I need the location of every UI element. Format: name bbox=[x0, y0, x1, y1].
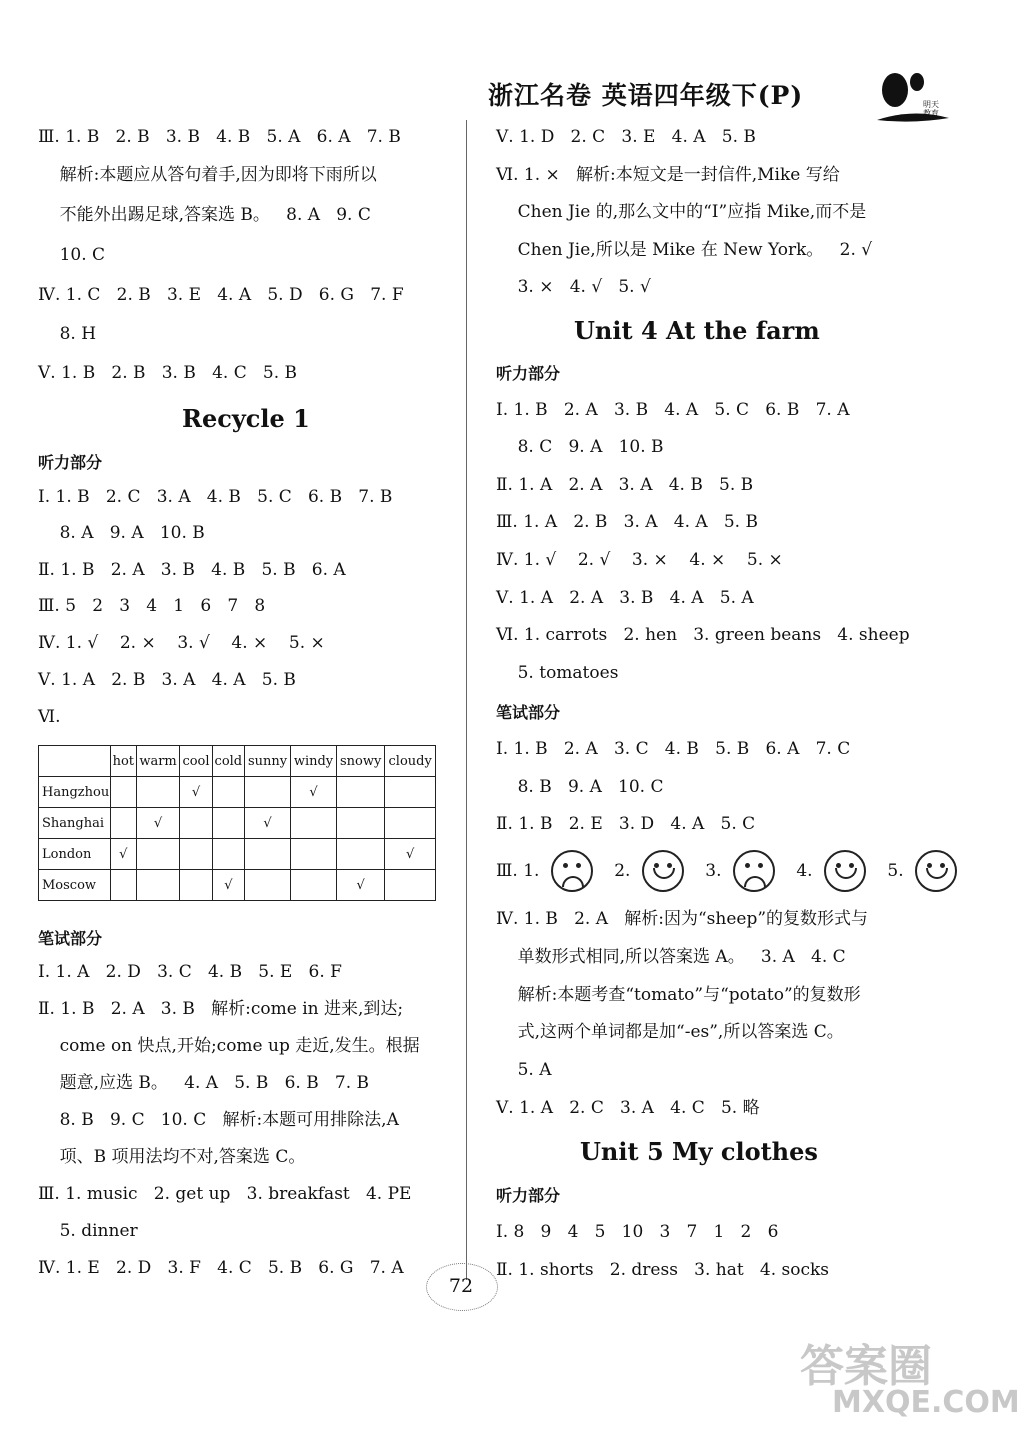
table-cell bbox=[136, 777, 180, 808]
table-cell bbox=[290, 839, 336, 870]
table-cell: Hangzhou bbox=[39, 777, 111, 808]
answer-line: Chen Jie,所以是 Mike 在 New York。 2. √ bbox=[496, 240, 873, 260]
answer-line: 式,这两个单词都是加“-es”,所以答案选 C。 bbox=[496, 1022, 844, 1042]
table-header-row bbox=[39, 746, 436, 777]
table-cell bbox=[245, 777, 291, 808]
table-cell: √ bbox=[290, 777, 336, 808]
watermark-url: MXQE.COM bbox=[832, 1385, 1020, 1420]
section-label-written: 笔试部分 bbox=[496, 703, 561, 722]
table-header-cell: cold bbox=[212, 746, 245, 777]
answer-line: 解析:本题考查“tomato”与“potato”的复数形 bbox=[496, 985, 861, 1005]
answer-line: 3. × 4. √ 5. √ bbox=[496, 277, 651, 297]
column-divider bbox=[466, 120, 467, 1280]
answer-line: Ⅳ. 1. B 2. A 解析:因为“sheep”的复数形式与 bbox=[496, 909, 869, 929]
answer-line: Ⅴ. 1. D 2. C 3. E 4. A 5. B bbox=[496, 127, 756, 147]
table-row bbox=[39, 808, 436, 839]
answer-line: Ⅱ. 1. shorts 2. dress 3. hat 4. socks bbox=[496, 1260, 830, 1280]
table-cell: √ bbox=[111, 839, 137, 870]
section-label-listening: 听力部分 bbox=[496, 1186, 561, 1205]
table-cell bbox=[337, 808, 385, 839]
table-row bbox=[39, 870, 436, 901]
table-cell bbox=[385, 870, 436, 901]
answer-line: Ⅱ. 1. B 2. E 3. D 4. A 5. C bbox=[496, 814, 756, 834]
table-header-cell: sunny bbox=[245, 746, 291, 777]
table-header-cell: warm bbox=[136, 746, 180, 777]
table-cell: √ bbox=[337, 870, 385, 901]
table-cell bbox=[212, 777, 245, 808]
answer-line: Chen Jie 的,那么文中的“I”应指 Mike,而不是 bbox=[496, 202, 867, 222]
table-cell bbox=[212, 808, 245, 839]
table-cell bbox=[111, 777, 137, 808]
answer-line: 10. C bbox=[38, 245, 106, 265]
answer-line: 8. B 9. C 10. C 解析:本题可用排除法,A bbox=[38, 1110, 399, 1130]
table-cell: √ bbox=[385, 839, 436, 870]
answer-line: Ⅱ. 1. B 2. A 3. B 4. B 5. B 6. A bbox=[38, 560, 346, 580]
logo-text: 明天教育 bbox=[923, 100, 939, 118]
table-row bbox=[39, 839, 436, 870]
table-cell: Shanghai bbox=[39, 808, 111, 839]
smiley-face-icon bbox=[824, 850, 866, 892]
table-cell: Moscow bbox=[39, 870, 111, 901]
recycle-title: Recycle 1 bbox=[182, 404, 310, 433]
answer-line: 8. A 9. A 10. B bbox=[38, 523, 205, 543]
table-cell bbox=[180, 839, 212, 870]
answer-line: Ⅲ. 1. music 2. get up 3. breakfast 4. PE bbox=[38, 1184, 412, 1204]
table-cell bbox=[290, 808, 336, 839]
table-header-cell bbox=[39, 746, 111, 777]
answer-line: 单数形式相同,所以答案选 A。 3. A 4. C bbox=[496, 947, 846, 967]
answer-line: Ⅵ. 1. × 解析:本短文是一封信件,Mike 写给 bbox=[496, 165, 840, 185]
answer-line: 不能外出踢足球,答案选 B。 8. A 9. C bbox=[38, 205, 371, 225]
weather-table bbox=[38, 745, 436, 901]
page-header-title: 浙江名卷 英语四年级下(P) bbox=[488, 81, 804, 110]
answer-line: 解析:本题应从答句着手,因为即将下雨所以 bbox=[38, 165, 377, 185]
answer-line: Ⅴ. 1. A 2. C 3. A 4. C 5. 略 bbox=[496, 1098, 760, 1118]
table-row bbox=[39, 777, 436, 808]
answer-line: Ⅵ. bbox=[38, 707, 61, 727]
answer-line: Ⅳ. 1. √ 2. √ 3. × 4. × 5. × bbox=[496, 550, 783, 570]
answer-line: 8. B 9. A 10. C bbox=[496, 777, 664, 797]
answer-line: 8. H bbox=[38, 324, 97, 344]
table-header-cell: cloudy bbox=[385, 746, 436, 777]
answer-line: Ⅰ. 1. A 2. D 3. C 4. B 5. E 6. F bbox=[38, 962, 342, 982]
table-cell bbox=[136, 870, 180, 901]
page-number: 72 bbox=[448, 1275, 474, 1297]
smiley-face-icon bbox=[915, 850, 957, 892]
answer-line: 题意,应选 B。 4. A 5. B 6. B 7. B bbox=[38, 1073, 370, 1093]
face-label: 5. bbox=[887, 861, 904, 881]
sad-face-icon bbox=[733, 850, 775, 892]
answer-line: Ⅰ. 8 9 4 5 10 3 7 1 2 6 bbox=[496, 1222, 779, 1242]
unit5-title: Unit 5 My clothes bbox=[580, 1137, 818, 1166]
answer-line: Ⅰ. 1. B 2. A 3. B 4. A 5. C 6. B 7. A bbox=[496, 400, 850, 420]
table-cell bbox=[136, 839, 180, 870]
table-cell: √ bbox=[136, 808, 180, 839]
answer-line: Ⅰ. 1. B 2. A 3. C 4. B 5. B 6. A 7. C bbox=[496, 739, 851, 759]
table-cell bbox=[180, 870, 212, 901]
answer-line: 5. dinner bbox=[38, 1221, 138, 1241]
table-cell bbox=[337, 839, 385, 870]
answer-line: Ⅴ. 1. A 2. A 3. B 4. A 5. A bbox=[496, 588, 754, 608]
table-header-cell: hot bbox=[111, 746, 137, 777]
section-label-listening: 听力部分 bbox=[38, 453, 103, 472]
answer-line: 项、B 项用法均不对,答案选 C。 bbox=[38, 1147, 306, 1167]
table-cell: London bbox=[39, 839, 111, 870]
answer-line: Ⅴ. 1. A 2. B 3. A 4. A 5. B bbox=[38, 670, 296, 690]
face-label: 4. bbox=[796, 861, 813, 881]
watermark-logo: 答案圈 bbox=[800, 1341, 932, 1392]
table-cell bbox=[212, 839, 245, 870]
unit4-title: Unit 4 At the farm bbox=[574, 316, 820, 345]
answer-line: 8. C 9. A 10. B bbox=[496, 437, 664, 457]
table-cell bbox=[385, 808, 436, 839]
answer-line: Ⅳ. 1. E 2. D 3. F 4. C 5. B 6. G 7. A bbox=[38, 1258, 404, 1278]
table-cell: √ bbox=[180, 777, 212, 808]
answer-line: 5. A bbox=[496, 1060, 552, 1080]
answer-line: Ⅳ. 1. C 2. B 3. E 4. A 5. D 6. G 7. F bbox=[38, 285, 404, 305]
table-cell bbox=[337, 777, 385, 808]
answer-line: Ⅳ. 1. √ 2. × 3. √ 4. × 5. × bbox=[38, 633, 325, 653]
table-header-cell: windy bbox=[290, 746, 336, 777]
answer-line: Ⅱ. 1. A 2. A 3. A 4. B 5. B bbox=[496, 475, 754, 495]
answer-line: 5. tomatoes bbox=[496, 663, 619, 683]
table-header-cell: cool bbox=[180, 746, 212, 777]
table-cell bbox=[245, 839, 291, 870]
section-label-written: 笔试部分 bbox=[38, 929, 103, 948]
faces-row bbox=[496, 850, 957, 892]
section-label-listening: 听力部分 bbox=[496, 364, 561, 383]
table-header-cell: snowy bbox=[337, 746, 385, 777]
table-cell: √ bbox=[245, 808, 291, 839]
answer-line: Ⅵ. 1. carrots 2. hen 3. green beans 4. sheep bbox=[496, 625, 910, 645]
table-cell bbox=[290, 870, 336, 901]
answer-line: Ⅴ. 1. B 2. B 3. B 4. C 5. B bbox=[38, 363, 298, 383]
smiley-face-icon bbox=[642, 850, 684, 892]
table-cell: √ bbox=[212, 870, 245, 901]
answer-line: Ⅲ. 1. A 2. B 3. A 4. A 5. B bbox=[496, 512, 758, 532]
face-label: 2. bbox=[614, 861, 631, 881]
answer-line: Ⅱ. 1. B 2. A 3. B 解析:come in 进来,到达; bbox=[38, 999, 404, 1019]
face-label: 3. bbox=[705, 861, 722, 881]
answer-line: come on 快点,开始;come up 走近,发生。根据 bbox=[38, 1036, 420, 1056]
table-cell bbox=[180, 808, 212, 839]
faces-prefix: Ⅲ. 1. bbox=[496, 861, 540, 881]
sad-face-icon bbox=[551, 850, 593, 892]
answer-line: Ⅲ. 1. B 2. B 3. B 4. B 5. A 6. A 7. B bbox=[38, 127, 401, 147]
answer-line: Ⅰ. 1. B 2. C 3. A 4. B 5. C 6. B 7. B bbox=[38, 487, 393, 507]
table-cell bbox=[111, 808, 137, 839]
answer-line: Ⅲ. 5 2 3 4 1 6 7 8 bbox=[38, 596, 266, 616]
publisher-logo-icon bbox=[873, 68, 953, 136]
table-cell bbox=[385, 777, 436, 808]
table-cell bbox=[111, 870, 137, 901]
table-cell bbox=[245, 870, 291, 901]
